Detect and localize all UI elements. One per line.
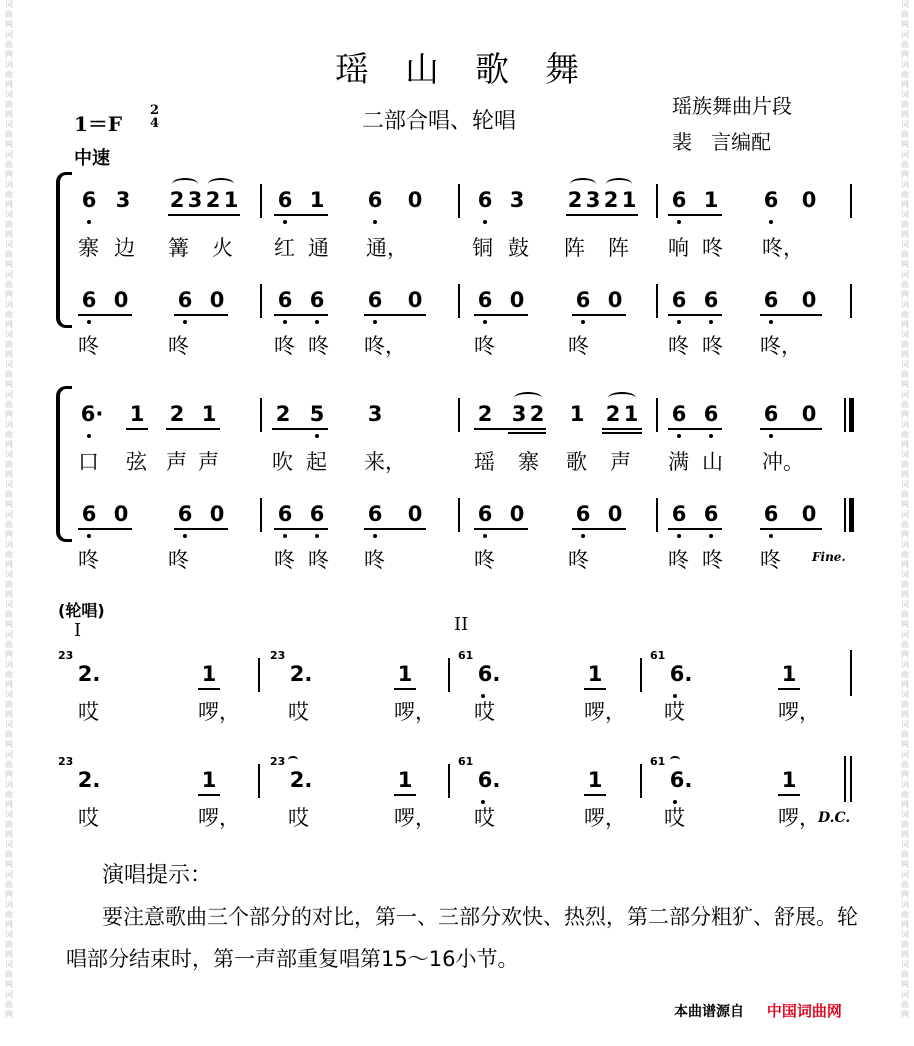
song-title: 瑶山歌舞	[335, 50, 615, 90]
note: 6	[763, 502, 779, 526]
note: 6	[671, 288, 687, 312]
low-dot	[183, 320, 187, 324]
underline	[78, 528, 132, 530]
low-dot	[283, 534, 287, 538]
note: 6	[703, 402, 719, 426]
barline	[640, 764, 642, 798]
final-barline	[849, 398, 854, 432]
barline	[850, 756, 852, 802]
low-dot	[677, 320, 681, 324]
note: 0	[607, 288, 623, 312]
barline	[656, 184, 658, 218]
lyric: 口	[78, 450, 99, 474]
lyric: 咚	[78, 548, 99, 572]
source-credit	[672, 88, 792, 160]
lyric: 咚	[474, 334, 495, 358]
round-label: (轮唱)	[58, 601, 105, 620]
lyric: 咚，	[364, 334, 406, 358]
underline	[668, 214, 722, 216]
barline	[850, 184, 852, 218]
low-dot	[315, 434, 319, 438]
lyric: 咚，	[760, 334, 802, 358]
underline	[778, 794, 800, 796]
lyric: 边	[114, 236, 135, 260]
lyric: 啰，	[394, 700, 436, 724]
lyric: 咚	[702, 334, 723, 358]
barline	[448, 658, 450, 692]
underline	[274, 528, 328, 530]
low-dot	[483, 320, 487, 324]
note: 6	[671, 188, 687, 212]
note: 3	[511, 402, 527, 426]
note: 0	[209, 502, 225, 526]
footer	[674, 1000, 842, 1021]
underline	[584, 794, 606, 796]
lyric: 啰，	[198, 806, 240, 830]
low-dot	[373, 220, 377, 224]
slur	[608, 392, 636, 404]
low-dot	[581, 534, 585, 538]
lyrics-row-4	[48, 544, 868, 574]
system-2	[48, 386, 868, 586]
note: 0	[509, 288, 525, 312]
lyric: 歌	[566, 450, 587, 474]
grace-note: 61	[458, 755, 474, 768]
underline	[760, 528, 822, 530]
underline	[668, 528, 722, 530]
note: 6	[575, 288, 591, 312]
barline	[850, 284, 852, 318]
low-dot	[677, 220, 681, 224]
note: 6	[763, 288, 779, 312]
note: 6.	[477, 768, 501, 792]
underline	[198, 688, 220, 690]
lyric: 阵	[608, 236, 629, 260]
lyric: 冲。	[762, 450, 804, 474]
barline	[656, 498, 658, 532]
lyric: 响	[668, 236, 689, 260]
underline	[174, 314, 228, 316]
barline	[448, 764, 450, 798]
note: 0	[407, 288, 423, 312]
note: 2.	[77, 768, 101, 792]
note: 3	[585, 188, 601, 212]
note: 0	[801, 288, 817, 312]
lyric: 咚	[78, 334, 99, 358]
lyric: 咚	[668, 548, 689, 572]
note: 0	[509, 502, 525, 526]
note: 6	[367, 502, 383, 526]
lyric: 声	[610, 450, 631, 474]
fine-marking: Fine.	[812, 550, 846, 564]
low-dot	[483, 534, 487, 538]
lyric: 咚	[364, 548, 385, 572]
underline	[272, 428, 328, 430]
note: 2.	[289, 768, 313, 792]
low-dot	[373, 320, 377, 324]
note: 1	[587, 662, 603, 686]
note: 2	[567, 188, 583, 212]
barline	[258, 658, 260, 692]
underline	[174, 528, 228, 530]
lyric: 来，	[364, 450, 406, 474]
low-dot	[283, 320, 287, 324]
low-dot	[315, 320, 319, 324]
low-dot	[769, 320, 773, 324]
low-dot	[769, 220, 773, 224]
lyric: 咚	[168, 334, 189, 358]
underline	[584, 688, 606, 690]
grace-note: 61	[650, 755, 666, 768]
lyric: 哎	[288, 700, 309, 724]
lyric: 哎	[664, 700, 685, 724]
low-dot	[87, 534, 91, 538]
note: 6.	[669, 662, 693, 686]
note: 2	[477, 402, 493, 426]
lyric: 啰，	[778, 806, 820, 830]
low-dot	[373, 534, 377, 538]
low-dot	[709, 320, 713, 324]
low-dot	[769, 534, 773, 538]
note: 2.	[289, 662, 313, 686]
note: 0	[113, 288, 129, 312]
slur	[570, 178, 596, 190]
notes-row-6	[48, 755, 868, 804]
note: 6	[367, 188, 383, 212]
low-dot	[87, 220, 91, 224]
lyric: 寨	[78, 236, 99, 260]
note: 3	[115, 188, 131, 212]
note: 6	[177, 502, 193, 526]
underline	[572, 314, 626, 316]
note: 0	[407, 188, 423, 212]
barline	[656, 284, 658, 318]
note: 6	[81, 288, 97, 312]
lyric: 红	[274, 236, 295, 260]
lyric: 鼓	[508, 236, 529, 260]
lyric: 哎	[664, 806, 685, 830]
underline	[474, 528, 528, 530]
notes-row-2	[48, 284, 868, 324]
note: 1	[623, 402, 639, 426]
low-dot	[677, 534, 681, 538]
low-dot	[87, 434, 91, 438]
note: 1	[129, 402, 145, 426]
underline	[760, 428, 822, 430]
tips-title: 演唱提示：	[102, 863, 213, 888]
part-1-marker: I	[74, 620, 82, 641]
underline	[168, 214, 240, 216]
note: 1	[397, 768, 413, 792]
grace-note: 23	[58, 649, 74, 662]
lyric: 通	[308, 236, 329, 260]
low-dot	[183, 534, 187, 538]
note: 1	[569, 402, 585, 426]
lyric: 咚	[474, 548, 495, 572]
underline	[778, 688, 800, 690]
barline	[458, 284, 460, 318]
lyric: 咚，	[762, 236, 804, 260]
note: 6·	[80, 402, 104, 426]
lyrics-row-3	[48, 446, 868, 476]
note: 0	[607, 502, 623, 526]
lyric: 咚	[274, 334, 295, 358]
note: 6	[477, 502, 493, 526]
notes-row-3	[48, 398, 868, 438]
slur	[606, 178, 632, 190]
lyric: 咚	[274, 548, 295, 572]
notes-row-1	[48, 184, 868, 224]
system-3	[48, 640, 868, 840]
lyrics-row-6	[48, 802, 868, 832]
lyric: 啰，	[394, 806, 436, 830]
lyric: 满	[668, 450, 689, 474]
lyric: 咚	[568, 548, 589, 572]
barline	[640, 658, 642, 692]
barline	[458, 498, 460, 532]
note: 2	[275, 402, 291, 426]
note: 6	[477, 288, 493, 312]
underline	[166, 428, 220, 430]
lyric: 起	[306, 450, 327, 474]
underline	[602, 432, 642, 434]
lyric: 寨	[518, 450, 539, 474]
lyric: 声	[166, 450, 187, 474]
footer-source-label: 本曲谱源自	[674, 1004, 744, 1020]
note: 6	[277, 288, 293, 312]
underline	[668, 314, 722, 316]
note: 6.	[477, 662, 501, 686]
underline	[602, 428, 642, 430]
note: 6	[671, 502, 687, 526]
note: 3	[367, 402, 383, 426]
lyric: 咚	[168, 548, 189, 572]
note: 2	[529, 402, 545, 426]
note: 6	[763, 402, 779, 426]
note: 5	[309, 402, 325, 426]
note: 1	[781, 662, 797, 686]
note: 0	[113, 502, 129, 526]
barline	[458, 184, 460, 218]
low-dot	[315, 534, 319, 538]
underline	[364, 314, 426, 316]
lyric: 啰，	[198, 700, 240, 724]
note: 3	[509, 188, 525, 212]
low-dot	[87, 320, 91, 324]
watermark-right: 词曲网词曲网词曲网词曲网词曲网词曲网词曲网词曲网词曲网词曲网词曲网词曲网词曲网词曲网词曲网词曲网词曲网词曲网词曲网词曲网词曲网词曲网词曲网词曲网词曲网词曲网词曲网词曲网词曲网词曲网词曲网词曲网词曲网词曲网	[901, 0, 909, 1019]
note: 2	[169, 402, 185, 426]
grace-note: 61	[458, 649, 474, 662]
notes-row-4	[48, 498, 868, 538]
lyric: 啰，	[584, 806, 626, 830]
lyric: 哎	[474, 806, 495, 830]
lyric: 啰，	[778, 700, 820, 724]
underline	[78, 314, 132, 316]
lyric: 弦	[126, 450, 147, 474]
tempo-marking: 中速	[74, 148, 110, 169]
note: 6	[367, 288, 383, 312]
lyric: 啰，	[584, 700, 626, 724]
barline	[844, 756, 846, 802]
low-dot	[677, 434, 681, 438]
footer-site-link[interactable]: 中国词曲网	[766, 1002, 842, 1020]
underline	[572, 528, 626, 530]
barline	[844, 398, 846, 432]
note: 6	[703, 502, 719, 526]
grace-note: 23	[270, 755, 286, 768]
note: 1	[587, 768, 603, 792]
note: 0	[801, 502, 817, 526]
lyric: 咚	[568, 334, 589, 358]
underline	[474, 314, 528, 316]
low-dot	[709, 434, 713, 438]
note: 6	[277, 188, 293, 212]
barline	[260, 284, 262, 318]
note: 6	[763, 188, 779, 212]
underline	[274, 314, 328, 316]
note: 1	[201, 768, 217, 792]
low-dot	[581, 320, 585, 324]
barline	[260, 184, 262, 218]
lyric: 哎	[288, 806, 309, 830]
lyric: 哎	[78, 806, 99, 830]
lyric: 火	[212, 236, 233, 260]
note: 6	[477, 188, 493, 212]
underline	[668, 428, 722, 430]
barline	[260, 498, 262, 532]
lyrics-row-2	[48, 330, 868, 360]
notes-row-5	[48, 649, 868, 698]
grace-note: 23	[270, 649, 286, 662]
note: 6	[81, 502, 97, 526]
low-dot	[709, 534, 713, 538]
underline	[394, 794, 416, 796]
note: 6	[177, 288, 193, 312]
key-signature: 1＝F	[74, 112, 123, 136]
lyric: 咚	[308, 334, 329, 358]
note: 6	[81, 188, 97, 212]
slur	[514, 392, 542, 404]
note: 1	[621, 188, 637, 212]
note: 1	[309, 188, 325, 212]
underline	[274, 214, 328, 216]
slur	[208, 178, 234, 190]
lyric: 山	[702, 450, 723, 474]
underline	[760, 314, 822, 316]
note: 6	[703, 288, 719, 312]
note: 6	[309, 502, 325, 526]
underline	[364, 528, 426, 530]
lyric: 吹	[272, 450, 293, 474]
underline	[566, 214, 638, 216]
tips-body: 要注意歌曲三个部分的对比，第一、三部分欢快、热烈，第二部分粗犷、舒展。轮唱部分结束时，第一声部重复唱第15～16小节。	[66, 905, 858, 971]
system-1	[48, 172, 868, 372]
note: 0	[801, 188, 817, 212]
lyric: 篝	[168, 236, 189, 260]
low-dot	[283, 220, 287, 224]
note: 6	[671, 402, 687, 426]
lyric: 铜	[472, 236, 493, 260]
underline	[198, 794, 220, 796]
underline	[394, 688, 416, 690]
note: 6	[277, 502, 293, 526]
dc-marking: D.C.	[818, 810, 851, 826]
grace-note: 61	[650, 649, 666, 662]
lyric: 咚	[702, 236, 723, 260]
time-top: 2	[150, 103, 160, 118]
fermata	[670, 756, 680, 764]
underline	[126, 428, 148, 430]
barline	[844, 498, 846, 532]
barline	[260, 398, 262, 432]
low-dot	[769, 434, 773, 438]
barline	[258, 764, 260, 798]
note: 6	[575, 502, 591, 526]
note: 2.	[77, 662, 101, 686]
lyric: 通，	[366, 236, 408, 260]
lyric: 咚	[760, 548, 781, 572]
source-line-1: 瑶族舞曲片段	[672, 94, 792, 118]
lyric: 声	[198, 450, 219, 474]
note: 0	[801, 402, 817, 426]
note: 2	[205, 188, 221, 212]
time-bottom: 4	[150, 116, 160, 131]
note: 1	[201, 402, 217, 426]
barline	[850, 650, 852, 696]
note: 0	[407, 502, 423, 526]
note: 1	[397, 662, 413, 686]
lyrics-row-1	[48, 232, 868, 262]
barline	[458, 398, 460, 432]
lyric: 哎	[78, 700, 99, 724]
lyric: 咚	[702, 548, 723, 572]
part-2-marker: II	[454, 614, 469, 635]
lyric: 咚	[668, 334, 689, 358]
lyric: 瑶	[474, 450, 495, 474]
note: 3	[187, 188, 203, 212]
source-line-2: 裴 言编配	[672, 130, 772, 154]
note: 6.	[669, 768, 693, 792]
slur	[172, 178, 198, 190]
note: 1	[781, 768, 797, 792]
note: 1	[201, 662, 217, 686]
lyric: 阵	[564, 236, 585, 260]
barline	[656, 398, 658, 432]
note: 0	[209, 288, 225, 312]
time-signature	[150, 104, 159, 130]
final-barline	[849, 498, 854, 532]
underline	[474, 428, 546, 430]
note: 1	[703, 188, 719, 212]
subtitle: 二部合唱、轮唱	[362, 109, 517, 134]
lyrics-row-5	[48, 696, 868, 726]
fermata	[288, 756, 298, 764]
underline	[508, 432, 546, 434]
lyric: 哎	[474, 700, 495, 724]
lyric: 咚	[308, 548, 329, 572]
note: 6	[309, 288, 325, 312]
note: 2	[603, 188, 619, 212]
watermark-left: 词曲网词曲网词曲网词曲网词曲网词曲网词曲网词曲网词曲网词曲网词曲网词曲网词曲网词曲网词曲网词曲网词曲网词曲网词曲网词曲网词曲网词曲网词曲网词曲网词曲网词曲网词曲网词曲网词曲网词曲网词曲网词曲网词曲网词曲网	[5, 0, 13, 1019]
note: 2	[605, 402, 621, 426]
grace-note: 23	[58, 755, 74, 768]
note: 2	[169, 188, 185, 212]
note: 1	[223, 188, 239, 212]
low-dot	[483, 220, 487, 224]
